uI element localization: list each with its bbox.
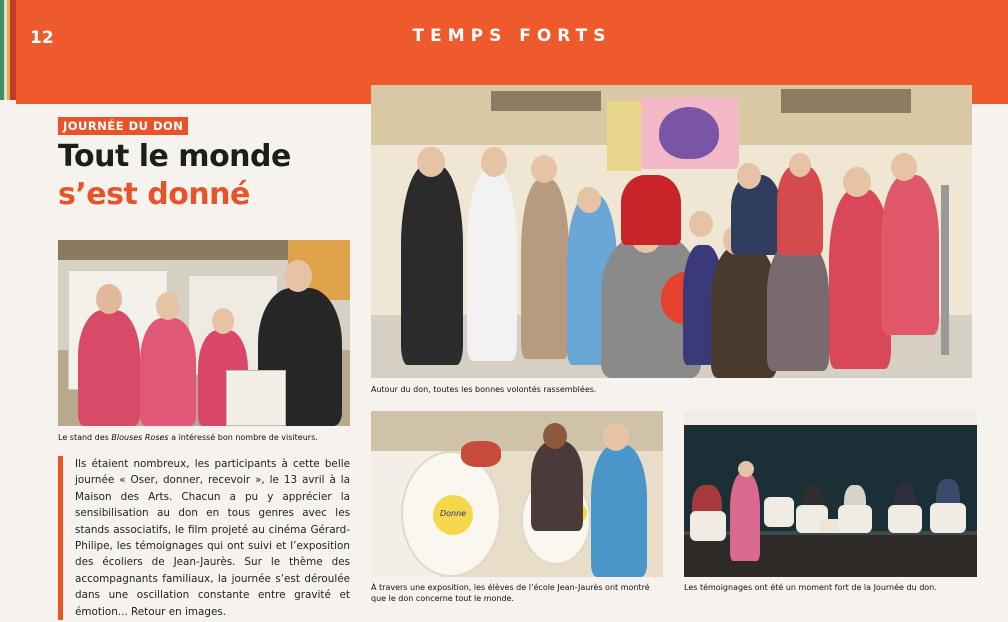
caption-exhibition: À travers une exposition, les élèves de l’école Jean-Jaurès ont montré que le don concerne tout le monde. <box>371 583 650 603</box>
photo-exhibition <box>371 411 663 577</box>
binding-edge-strip <box>0 0 16 100</box>
section-title: TEMPS FORTS <box>412 26 612 46</box>
caption-stand-italic: Blouses Roses <box>111 433 169 442</box>
article-headline <box>58 138 291 214</box>
caption-group: Autour du don, toutes les bonnes volontés rassemblées. <box>371 385 597 394</box>
article-kicker: JOURNÉE DU DON <box>58 117 188 135</box>
photo-group <box>371 85 972 378</box>
headline-line-1: Tout le monde <box>58 139 291 174</box>
page-number: 12 <box>30 28 54 48</box>
caption-stand: Le stand des Blouses Roses a intéressé bon nombre de visiteurs. <box>58 433 318 442</box>
body-text: ls étaient nombreux, les participants à cette belle journée « Oser, donner, recevoir », le 13 avril à la Maison des Arts. Chacun a pu y apprécier la sensibilisation au don en tous genres avec les stands associatifs, le film projeté au cinéma Gérard-Philipe, les témoignages qui ont suivi et l’exposition des écoliers de Jean-Jaurès. Sur le thème des accompagnants familiaux, la journée s’est déroulée dans une oscillation constante entre gravité et émotion... Retour en images. <box>75 458 350 618</box>
flower-center-text: Donne <box>439 509 467 518</box>
photo-testimonies <box>684 411 977 577</box>
article-body <box>58 456 350 620</box>
photo-stand <box>58 240 350 426</box>
headline-line-2: s’est donné <box>58 177 250 212</box>
caption-testimonies: Les témoignages ont été un moment fort de la Journée du don. <box>684 583 937 592</box>
body-initial: I <box>75 458 79 470</box>
